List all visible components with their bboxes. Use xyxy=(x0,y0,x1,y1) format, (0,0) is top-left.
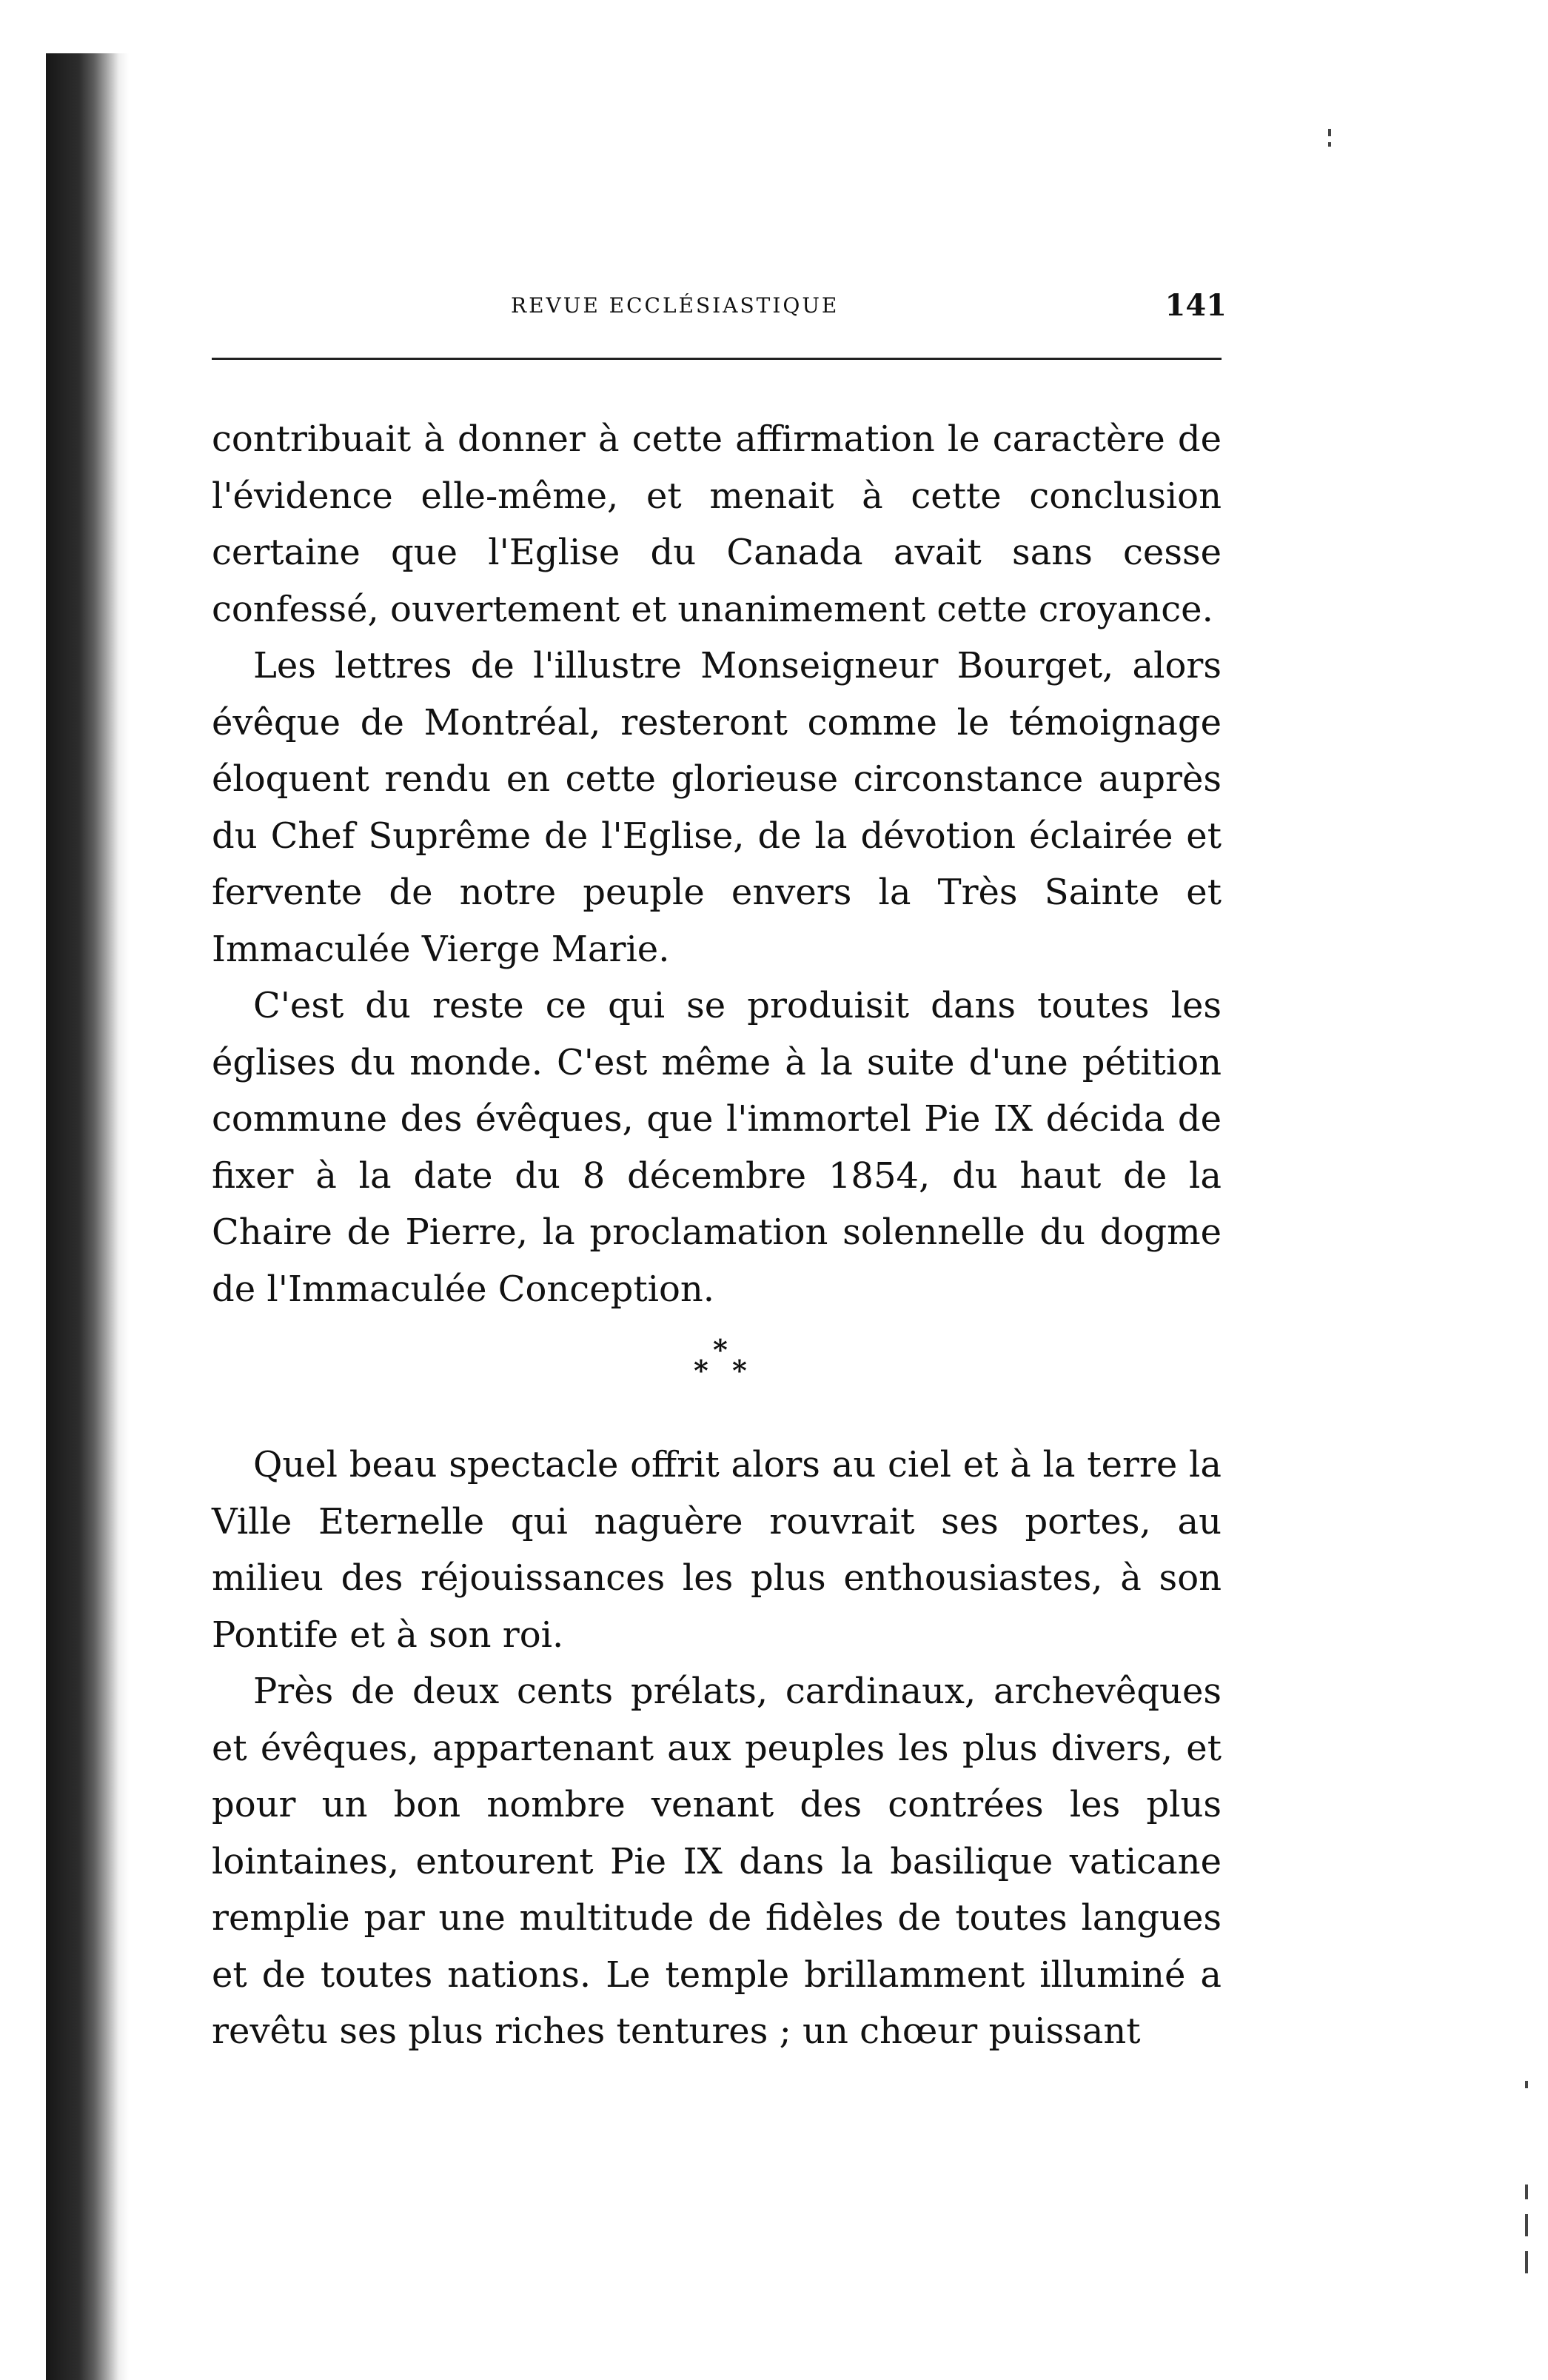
paragraph-3: C'est du reste ce qui se produisit dans toutes les églises du monde. C'est même à la suite d'une pétition commune des évêques, que l'immortel Pie IX décida de fixer à la date du 8 décembre 1854, du haut de la Chaire de Pierre, la proclamation solennelle du dogme de l'Immaculée Conception. xyxy=(212,985,1222,1310)
asterism-star-top: * xyxy=(713,1333,728,1366)
paragraph-4: Quel beau spectacle offrit alors au ciel et à la terre la Ville Eternelle qui naguère rouvrait ses portes, au milieu des réjouissances les plus enthousiastes, à son Pontife et à son roi. xyxy=(212,1444,1222,1656)
scan-speck xyxy=(1328,142,1331,147)
paragraph-2: Les lettres de l'illustre Monseigneur Bourget, alors évêque de Montréal, resteront comme le témoignage éloquent rendu en cette glorieuse circonstance auprès du Chef Suprême de l'Eglise, de la dévotion éclairée et fervente de notre peuple envers la Très Sainte et Immaculée Vierge Marie. xyxy=(212,645,1222,970)
scan-speck xyxy=(1525,2214,1528,2236)
paragraph-5: Près de deux cents prélats, cardinaux, archevêques et évêques, appartenant aux peuples les plus divers, et pour un bon nombre venant des contrées les plus lointaines, entourent Pie IX dans la basilique vaticane remplie par une multitude de fidèles de toutes langues et de toutes nations. Le temple brillamment illuminé a revêtu ses plus riches tentures ; un chœur puissant xyxy=(212,1671,1222,2052)
scan-speck xyxy=(1328,129,1331,136)
asterism-star-left: * xyxy=(694,1354,708,1387)
scan-speck xyxy=(1525,2081,1528,2088)
main-text-before-break xyxy=(212,411,1222,1317)
running-title: REVUE ECCLÉSIASTIQUE xyxy=(511,293,840,318)
asterism-section-break xyxy=(692,1333,759,1385)
page-number: 141 xyxy=(1165,287,1227,323)
running-head xyxy=(212,283,1227,327)
asterism-star-right: * xyxy=(732,1354,747,1387)
main-text-after-break xyxy=(212,1437,1222,2060)
scan-speck xyxy=(1525,2185,1528,2199)
header-rule xyxy=(212,358,1222,360)
paragraph-1: contribuait à donner à cette affirmation le caractère de l'évidence elle-même, et menait à cette conclusion certaine que l'Eglise du Canada avait sans cesse confessé, ouvertement et unanimement cette croyance. xyxy=(212,418,1222,630)
scan-speck xyxy=(1525,2251,1528,2273)
page-binding-shadow xyxy=(46,53,129,2380)
